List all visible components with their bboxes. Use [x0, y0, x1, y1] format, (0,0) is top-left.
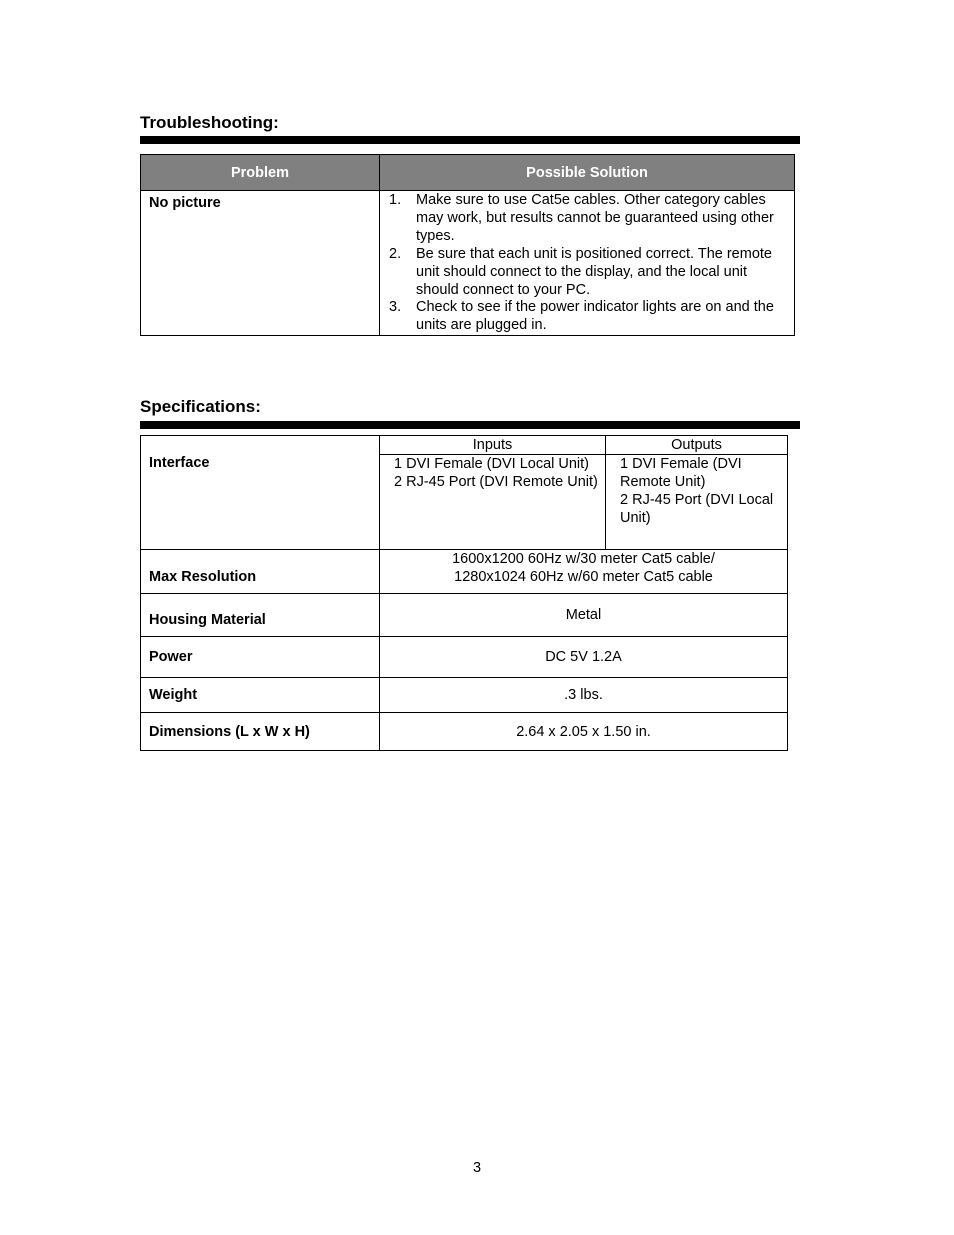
troubleshooting-divider	[140, 136, 800, 144]
table-row	[141, 594, 788, 637]
table-row	[141, 436, 788, 550]
outputs-cell	[606, 455, 788, 550]
inputs-header: Inputs	[380, 436, 606, 455]
outputs-header: Outputs	[606, 436, 788, 455]
housing-material-value: Metal	[380, 594, 788, 637]
output-item: 2 RJ-45 Port (DVI Local Unit)	[620, 492, 774, 526]
list-number: 1.	[389, 192, 402, 208]
specifications-title: Specifications:	[140, 397, 261, 416]
weight-label: Weight	[141, 678, 380, 713]
specifications-table	[140, 435, 788, 751]
troubleshooting-table	[140, 154, 795, 336]
weight-value: .3 lbs.	[380, 678, 788, 713]
output-item: 1 DVI Female (DVI Remote Unit)	[620, 456, 742, 490]
table-row	[141, 678, 788, 713]
interface-value	[380, 436, 788, 550]
solution-list	[380, 192, 794, 335]
list-text: Check to see if the power indicator lights are on and the units are plugged in.	[416, 299, 774, 334]
input-item: 1 DVI Female (DVI Local Unit)	[394, 456, 590, 472]
table-row	[141, 713, 788, 751]
list-text: Make sure to use Cat5e cables. Other category cables may work, but results cannot be guaranteed using other types.	[416, 192, 774, 244]
interface-label: Interface	[141, 436, 380, 550]
table-header-row	[141, 155, 795, 191]
resolution-line: 1600x1200 60Hz w/30 meter Cat5 cable/	[452, 551, 715, 567]
list-text: Be sure that each unit is positioned correct. The remote unit should connect to the display, and the local unit should connect to your PC.	[416, 245, 772, 298]
max-resolution-label: Max Resolution	[141, 550, 380, 594]
solution-cell	[380, 191, 795, 336]
max-resolution-value	[380, 550, 788, 594]
problem-cell: No picture	[141, 191, 380, 336]
input-item: 2 RJ-45 Port (DVI Remote Unit)	[394, 474, 598, 490]
troubleshooting-title: Troubleshooting:	[140, 113, 279, 132]
specifications-divider	[140, 421, 800, 429]
power-label: Power	[141, 637, 380, 678]
table-row	[141, 550, 788, 594]
list-item	[380, 192, 790, 246]
dimensions-value: 2.64 x 2.05 x 1.50 in.	[380, 713, 788, 751]
dimensions-label: Dimensions (L x W x H)	[141, 713, 380, 751]
list-item	[380, 246, 790, 300]
page-number: 3	[472, 1160, 482, 1176]
solution-header: Possible Solution	[380, 155, 795, 191]
interface-subtable	[380, 436, 787, 549]
resolution-line: 1280x1024 60Hz w/60 meter Cat5 cable	[454, 569, 713, 585]
power-value: DC 5V 1.2A	[380, 637, 788, 678]
table-row	[141, 637, 788, 678]
list-item	[380, 299, 790, 335]
inputs-cell	[380, 455, 606, 550]
list-number: 2.	[389, 245, 402, 262]
housing-material-label: Housing Material	[141, 594, 380, 637]
problem-header: Problem	[141, 155, 380, 191]
list-number: 3.	[389, 299, 402, 316]
table-row	[141, 191, 795, 336]
